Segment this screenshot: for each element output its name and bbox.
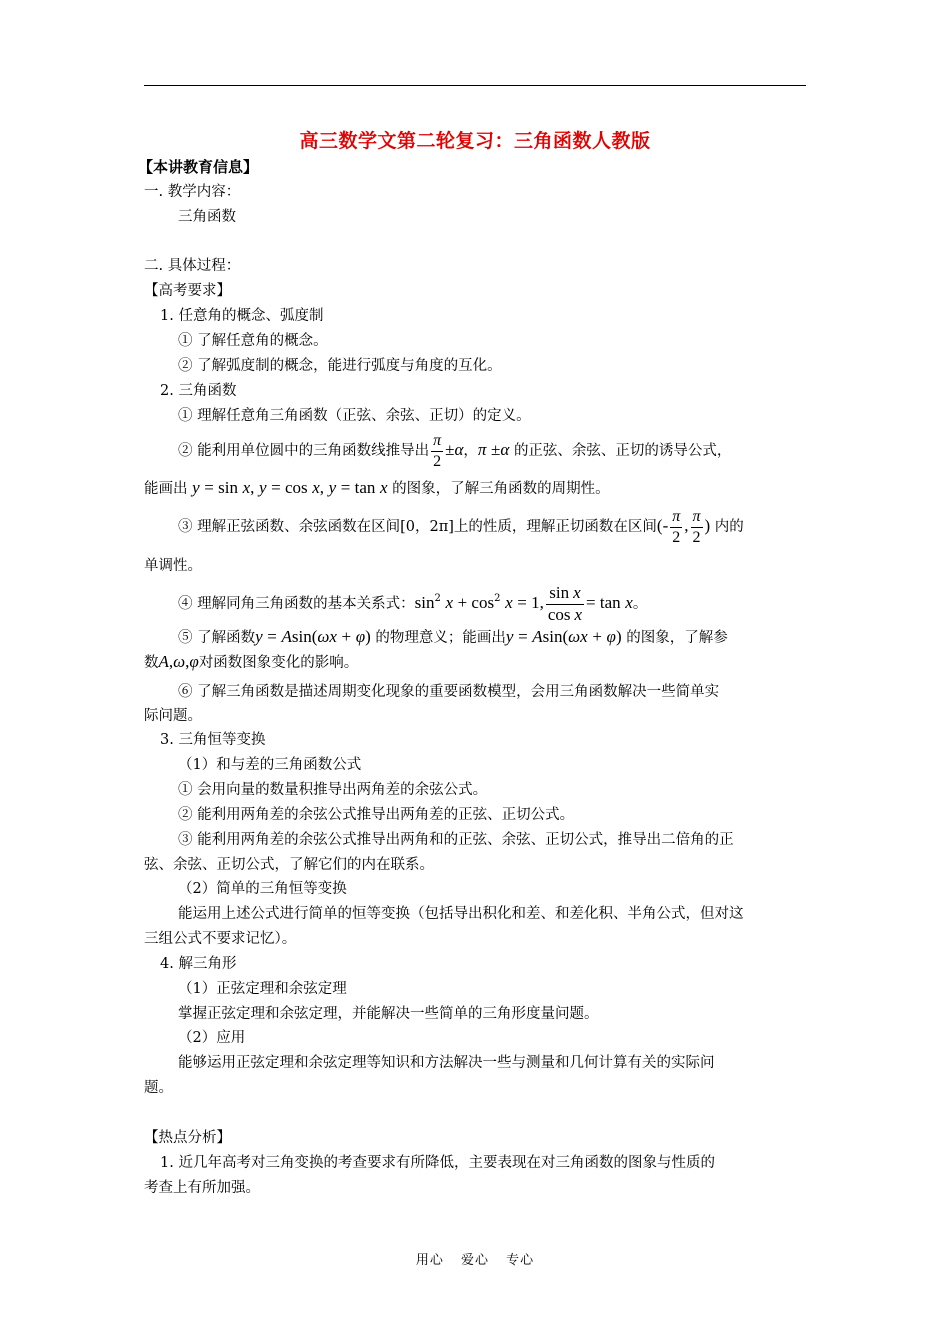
req2-e-pre: ⑤ 了解函数 [178, 630, 256, 646]
req2-c: ③ 理解正弦函数、余弦函数在区间[0，2π]上的性质，理解正切函数在区间(- $\frac{\pi}{2}$ , $\frac{\pi}{2}$ ) 内的 [178, 507, 744, 546]
req2-c-pre: ③ 理解正弦函数、余弦函数在区间[0，2π]上的性质，理解正切函数在区间 [178, 519, 657, 535]
req4-b: 能够运用正弦定理和余弦定理等知识和方法解决一些与测量和几何计算有关的实际问 [178, 1055, 715, 1071]
req2-b-cont-post: 的图象，了解三角函数的周期性。 [392, 481, 610, 497]
req4-b-cont: 题。 [144, 1080, 173, 1096]
pi-over-2-fraction: $\frac{\pi}{2}$ [433, 431, 442, 470]
req2-b-cont-pre: 能画出 [144, 481, 188, 497]
req1-a: ① 了解任意角的概念。 [178, 333, 328, 349]
teaching-content-item: 三角函数 [178, 209, 236, 225]
req2-e-cont-post: 对函数图象变化的影响。 [198, 655, 359, 671]
req3-c: ③ 能利用两角差的余弦公式推导出两角和的正弦、余弦、正切公式，推导出二倍角的正 [178, 832, 734, 848]
footer-item: 专心 [506, 1253, 535, 1268]
req2-c-cont: 单调性。 [144, 558, 202, 574]
req3-sub1: （1）和与差的三角函数公式 [178, 757, 362, 773]
req2-d-post: 。 [632, 596, 648, 612]
page-footer [0, 1249, 950, 1268]
req3-d-cont: 三组公式不要求记忆）。 [144, 931, 297, 947]
req2-b-mid: 的正弦、余弦、正切的诱导公式， [513, 443, 732, 459]
req4-sub1: （1）正弦定理和余弦定理 [178, 981, 347, 997]
req3-b: ② 能利用两角差的余弦公式推导出两角差的正弦、正切公式。 [178, 807, 575, 823]
req3-c-cont: 弦、余弦、正切公式，了解它们的内在联系。 [144, 857, 434, 873]
document-title: 高三数学文第二轮复习：三角函数人教版 [299, 130, 651, 152]
sin-over-cos-fraction: $\frac{\text{sin x}}{\text{cos x}}$ [547, 582, 583, 624]
req1-label: 1. 任意角的概念、弧度制 [160, 308, 324, 324]
hot-1: 1. 近几年高考对三角变换的考查要求有所降低，主要表现在对三角函数的图象与性质的 [160, 1155, 715, 1171]
hot-1-cont: 考查上有所加强。 [144, 1180, 260, 1196]
req2-e-cont-pre: 数 [144, 655, 159, 671]
req1-b: ② 了解弧度制的概念，能进行弧度与角度的互化。 [178, 358, 502, 374]
section-header: 【本讲教育信息】 [138, 158, 259, 176]
req2-e: ⑤ 了解函数y = Asin(ωx + φ) 的物理意义；能画出y = Asin(ωx + φ) 的图象，了解参 [178, 627, 728, 646]
req4-a: 掌握正弦定理和余弦定理，并能解决一些简单的三角形度量问题。 [178, 1006, 599, 1022]
req2-e-post: 的图象，了解参 [626, 630, 728, 646]
req2-f: ⑥ 了解三角函数是描述周期变化现象的重要函数模型，会用三角函数解决一些简单实 [178, 684, 720, 700]
neg-pi-over-2-fraction: $\frac{\pi}{2}$ [672, 507, 681, 546]
process-label: 二. 具体过程： [144, 258, 241, 274]
footer-item: 用心 [415, 1253, 444, 1268]
teaching-content-label: 一. 教学内容： [144, 184, 241, 200]
req2-f-cont: 际问题。 [144, 708, 202, 724]
footer-item: 爱心 [460, 1253, 489, 1268]
req3-label: 3. 三角恒等变换 [160, 732, 266, 748]
req2-e-mid: 的物理意义；能画出 [375, 630, 506, 646]
req2-d: ④ 理解同角三角函数的基本关系式：$\sin^2 x + \cos^2 x = 1$, $\frac{\text{sin x}}{\text{cos x}}$ = tan x。 [178, 582, 648, 624]
req2-b-pre: ② 能利用单位圆中的三角函数线推导出 [178, 443, 430, 459]
req2-e-cont: 数A,ω,φ对函数图象变化的影响。 [144, 652, 359, 671]
hot-analysis-label: 【热点分析】 [144, 1130, 231, 1146]
req2-label: 2. 三角函数 [160, 383, 237, 399]
req2-d-pre: ④ 理解同角三角函数的基本关系式： [178, 596, 415, 612]
header-rule [144, 85, 806, 86]
req2-b-cont: 能画出 y = sin x, y = cos x, y = tan x 的图象，了解三角函数的周期性。 [144, 478, 610, 497]
req2-a: ① 理解任意角三角函数（正弦、余弦、正切）的定义。 [178, 408, 531, 424]
req3-a: ① 会用向量的数量积推导出两角差的余弦公式。 [178, 782, 488, 798]
pi-over-2-fraction-2: $\frac{\pi}{2}$ [692, 507, 701, 546]
req2-b: ② 能利用单位圆中的三角函数线推导出 $\frac{\pi}{2}$ ±α，π ±α 的正弦、余弦、正切的诱导公式， [178, 431, 732, 470]
req2-c-post: 内的 [714, 519, 744, 535]
exam-requirements-label: 【高考要求】 [144, 283, 231, 299]
req4-sub2: （2）应用 [178, 1030, 246, 1046]
req4-label: 4. 解三角形 [160, 956, 237, 972]
req3-sub2: （2）简单的三角恒等变换 [178, 881, 347, 897]
req3-d: 能运用上述公式进行简单的恒等变换（包括导出积化和差、和差化积、半角公式，但对这 [178, 906, 744, 922]
